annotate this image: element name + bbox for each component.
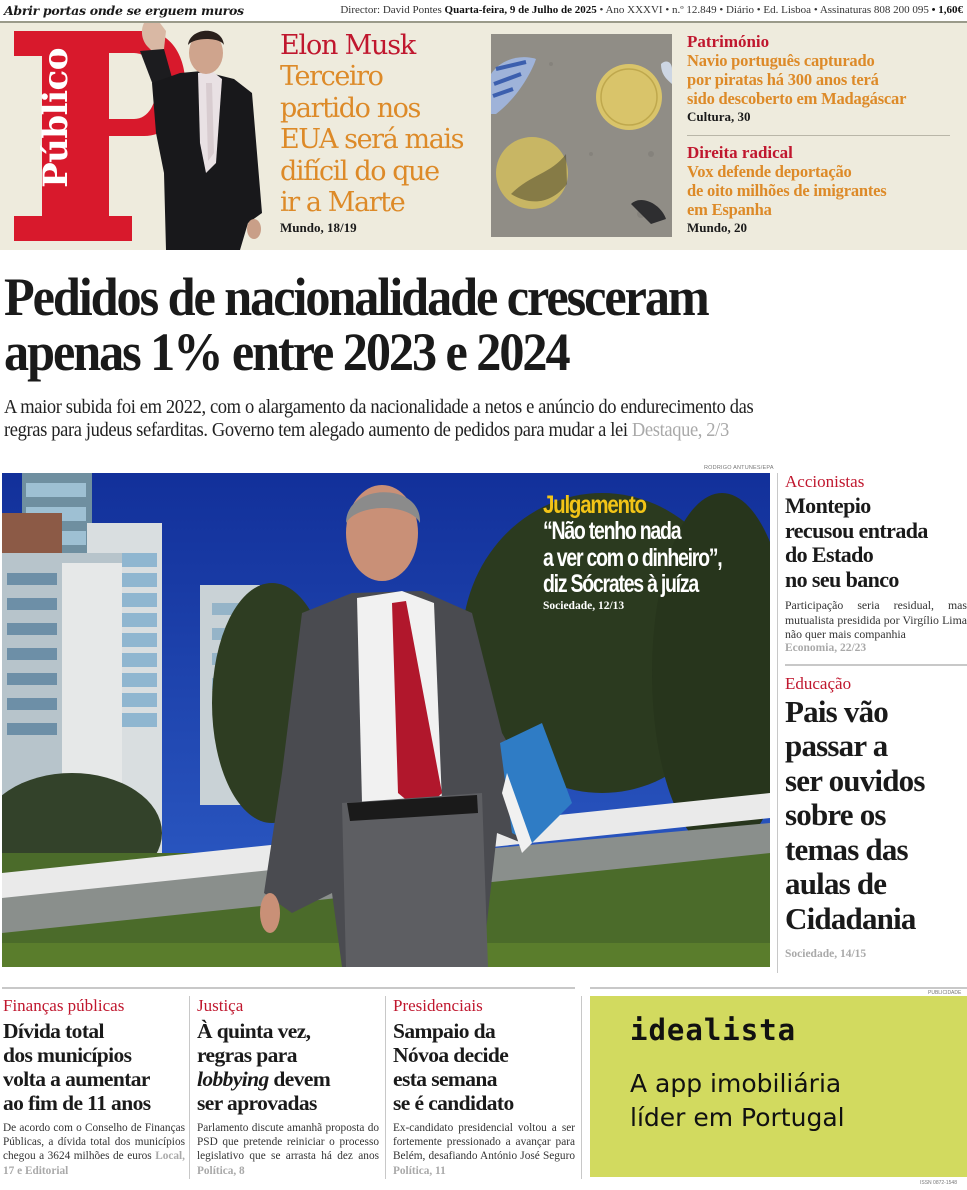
main-headline[interactable]: Pedidos de nacionalidade cresceram apenas 1% entre 2023 e 2024 [4, 267, 708, 382]
story-kicker: Accionistas [785, 472, 865, 491]
lead-teaser-kicker: Elon Musk [280, 30, 416, 61]
masthead-band [0, 23, 967, 250]
divider [687, 135, 950, 136]
lead-teaser[interactable] [280, 31, 480, 236]
main-story-page-ref: Destaque, 2/3 [631, 419, 729, 441]
side-teaser-patrimonio[interactable] [687, 33, 962, 125]
photo-credit: RODRIGO ANTUNES/EPA [704, 465, 774, 471]
advert-text: A app imobiliária líder em Portugal [630, 1069, 845, 1132]
story-headline: Dívida total dos municípios volta a aumentar ao fim de 11 anos [3, 1019, 151, 1115]
story-deck: Participação seria residual, mas mutualista presidida por Virgílio Lima não quer mais companhia [785, 598, 967, 641]
story-cidadania[interactable] [785, 674, 967, 961]
slogan: Abrir portas onde se erguem muros [4, 2, 244, 18]
director: Director: David Pontes [340, 4, 442, 16]
issue-details: • Ano XXXVI • n.º 12.849 • Diário • Ed. Lisboa • Assinaturas 808 200 095 [599, 4, 929, 16]
story-page-ref: Política, 11 [393, 1164, 446, 1177]
photo-story-headline: “Não tenho nada a ver com o dinheiro”, diz Sócrates à juíza [543, 517, 722, 598]
issn: ISSN 0872-1548 [920, 1180, 957, 1186]
advert-label: PUBLICIDADE [928, 990, 962, 996]
side-teasers [687, 33, 962, 236]
side-teaser-headline: Navio português capturado por piratas há 300 anos terá sido descoberto em Madagáscar [687, 51, 907, 108]
story-deck: De acordo com o Conselho de Finanças Públicas, a dívida total dos municípios chegou a 3624 milhões de euros Local, 17 e Editorial [3, 1122, 185, 1177]
story-kicker: Presidenciais [393, 996, 483, 1015]
side-teaser-kicker: Património [687, 32, 770, 51]
column-divider [777, 473, 778, 973]
story-page-ref: Política, 8 [197, 1164, 245, 1177]
main-story-deck: A maior subida foi em 2022, com o alargamento da nacionalidade a netos e anúncio do endurecimento das regras para judeus sefarditas. Governo tem alegado aumento de pedidos para mudar a lei Destaque, 2/3 [4, 396, 754, 441]
publico-wordmark[interactable]: Público [36, 48, 76, 188]
divider [2, 987, 575, 989]
side-teaser-headline: Vox defende deportação de oito milhões de imigrantes em Espanha [687, 162, 887, 219]
side-teaser-page-ref: Mundo, 20 [687, 220, 747, 235]
column-divider [385, 996, 386, 1179]
elon-musk-photo [130, 23, 270, 250]
price: • 1,60€ [931, 4, 963, 16]
story-lobbying[interactable] [197, 996, 379, 1178]
right-column [785, 472, 967, 960]
story-montepio[interactable] [785, 472, 967, 654]
story-sampaio-da-novoa[interactable] [393, 996, 575, 1178]
idealista-logo: idealista [630, 1013, 797, 1047]
photo-story-page-ref: Sociedade, 12/13 [543, 599, 625, 612]
side-teaser-page-ref: Cultura, 30 [687, 109, 751, 124]
lead-teaser-headline: Terceiro partido nos EUA será mais difícil do que ir a Marte [280, 61, 464, 218]
story-kicker: Finanças públicas [3, 996, 125, 1015]
idealista-advert[interactable] [590, 996, 967, 1177]
lead-teaser-page-ref: Mundo, 18/19 [280, 219, 357, 235]
issue-date: Quarta-feira, 9 de Julho de 2025 [444, 4, 597, 16]
gold-coins-photo [491, 34, 672, 237]
story-kicker: Educação [785, 673, 852, 693]
divider [785, 664, 967, 666]
side-teaser-direita-radical[interactable] [687, 144, 962, 236]
story-page-ref: Economia, 22/23 [785, 641, 867, 654]
story-kicker: Justiça [197, 996, 244, 1015]
story-headline: À quinta vez, regras para lobbying devem ser aprovadas [197, 1019, 331, 1115]
column-divider [581, 996, 582, 1179]
side-teaser-kicker: Direita radical [687, 143, 793, 162]
story-headline: Pais vão passar a ser ouvidos sobre os temas das aulas de Cidadania [785, 693, 925, 936]
divider [590, 987, 967, 989]
photo-story[interactable] [543, 492, 773, 612]
top-strip [0, 0, 967, 20]
story-page-ref: Sociedade, 14/15 [785, 948, 867, 960]
story-page-ref: Local, 17 e Editorial [3, 1150, 185, 1177]
photo-story-kicker: Julgamento [543, 491, 646, 519]
story-headline: Montepio recusou entrada do Estado no seu banco [785, 493, 928, 592]
edition-meta [340, 4, 963, 16]
story-deck: Parlamento discute amanhã proposta do PSD que pretende reiniciar o processo legislativo que se arrasta há dez anos Política, 8 [197, 1122, 379, 1177]
column-divider [189, 996, 190, 1179]
story-deck: Ex-candidato presidencial voltou a ser fortemente pressionado a avançar para Belém, desafiando António José Seguro Política, 11 [393, 1122, 575, 1177]
story-headline: Sampaio da Nóvoa decide esta semana se é candidato [393, 1019, 514, 1115]
story-divida-municipios[interactable] [3, 996, 185, 1178]
